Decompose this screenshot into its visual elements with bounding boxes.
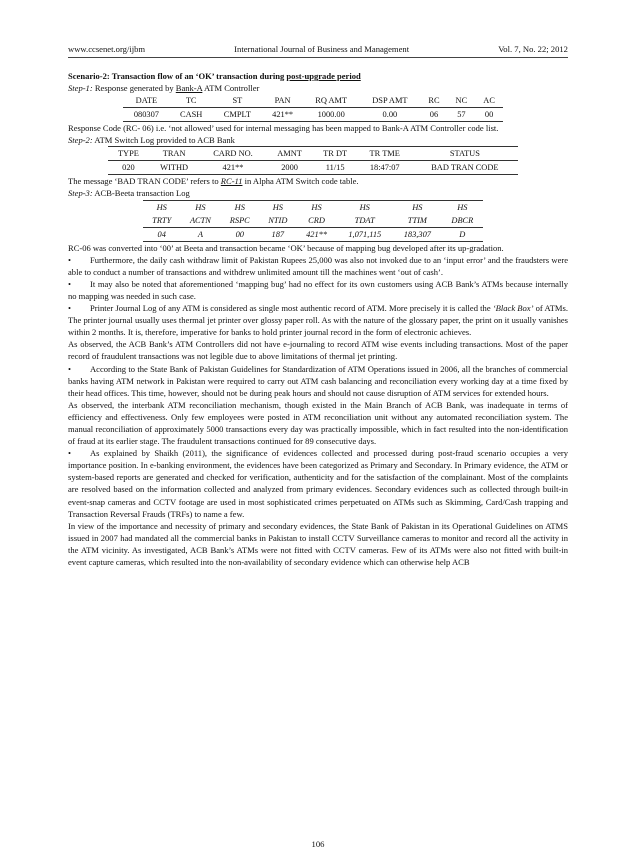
rc-06-paragraph: RC-06 was converted into ‘00’ at Beeta and transaction became ‘OK’ because of mapping bug developed after its up-gradation. [68, 242, 504, 253]
table-cell: WITHD [149, 161, 200, 175]
table-header-cell: HS [311, 202, 322, 212]
table-cell: 06 [429, 110, 439, 120]
table-row [123, 108, 503, 122]
table-header-cell: HS [195, 202, 206, 212]
table-header-cell: TR DT [313, 147, 358, 161]
table-header-cell: NC [448, 94, 476, 108]
table-header-cell: HS [412, 202, 423, 212]
bullet-text: As explained by Shaikh (2011), the significance of evidences collected and processed during post-fraud scenario occupies a very importance position. In e-banking environment, the evidences have been categorized as Primary and Secondary. In Primary evidence, the ATM or system-based reports are generated and checked for verification, authenticity and for the satisfaction of the complainant. Most of the complaints are resolved based on the information collected and analyzed from primary evidences. Secondary evidences such as collected through built-in event-snap cameras and CCTV footage are used in most sophisticated crimes perpetuated on ATMs such as Skimming, Card/Cash trapping and Transaction Reversal Frauds (TRFs) to name a few. [68, 448, 568, 519]
scenario-heading-underlined: post-upgrade period [286, 71, 361, 81]
table-header-row [123, 94, 503, 108]
scenario-heading-text: Scenario-2: Transaction flow of an ‘OK’ transaction during [68, 71, 287, 81]
table-header-cell: DATE [123, 94, 170, 108]
table-header-row [143, 214, 483, 228]
table-cell: 080307 [133, 110, 159, 120]
step1-line [68, 82, 568, 94]
bad-tran-code-line [68, 175, 568, 187]
step2-text: ATM Switch Log provided to ACB Bank [92, 135, 235, 146]
table-cell: 421** [199, 161, 266, 175]
bullet-text: It may also be noted that aforementioned ‘mapping bug’ had no effect for its own customers using ACB Bank’s ATMs because internally no mapping was needed in such case. [68, 278, 568, 301]
step1-text: Response generated by [92, 83, 176, 94]
table-header-cell: HS [359, 202, 370, 212]
scenario-heading [68, 70, 568, 82]
bullet-text: Furthermore, the daily cash withdraw limit of Pakistan Rupees 25,000 was also not invoked due to an ‘input error’ and the fraudsters were able to conduct a number of transactions and withdrew unlimited amount till the machines went ‘out of cash’. [68, 254, 568, 277]
step3-label: Step-3: [68, 188, 93, 199]
table-cell: BAD TRAN CODE [412, 161, 518, 175]
table-header-cell: TDAT [337, 214, 393, 228]
journal-name: International Journal of Business and Management [234, 44, 410, 54]
table-cell: 2000 [267, 161, 313, 175]
page-header [68, 44, 568, 58]
table-header-row [143, 200, 483, 214]
table-header-cell: DBCR [442, 214, 483, 228]
table-cell: 57 [457, 110, 466, 120]
table-header-cell: PAN [262, 94, 303, 108]
bullet-icon: • [68, 254, 71, 265]
table-cell: 421** [272, 110, 294, 120]
table-cell: 1,071,115 [337, 227, 393, 241]
table-header-cell: TC [170, 94, 213, 108]
table-cell: CASH [179, 110, 203, 120]
bullet-icon: • [68, 448, 71, 459]
table-header-cell: RSPC [220, 214, 259, 228]
table-header-cell: HS [234, 202, 245, 212]
reconciliation-paragraph: As observed, the interbank ATM reconciliation mechanism, though existed in the Main Branch of ACB Bank, was inadequate in terms of efficiency and effectiveness. Only few employees were posted in ATM reconciliation unit without any automated reconciliation system. The manual reconciliation of approximately 5000 transactions every day was practically impossible, which in fact resulted into the non-identification of fraud at its earlier stage. The fraudulent transactions continued for 89 consecutive days. [68, 399, 568, 447]
volume-info: Vol. 7, No. 22; 2012 [498, 44, 568, 54]
bullet-text: Printer Journal Log of any ATM is considered as single most authentic record of ATM. More precisely it is called the [90, 303, 493, 314]
response-code-paragraph: Response Code (RC- 06) i.e. ‘not allowed’ used for internal messaging has been mapped to Bank-A ATM Controller code list. [68, 123, 499, 134]
step3-text: ACB-Beeta transaction Log [92, 188, 190, 199]
bad-tran-text-end: in Alpha ATM Switch code table. [242, 176, 359, 187]
table-row [143, 227, 483, 241]
table-header-cell: STATUS [412, 147, 518, 161]
table-header-cell: TRTY [143, 214, 180, 228]
table-cell: 183,307 [393, 227, 442, 241]
table-cell: 1000.00 [317, 110, 345, 120]
table-cell: A [180, 227, 220, 241]
bullet-mapping-bug [68, 278, 568, 302]
table-header-cell: HS [457, 202, 468, 212]
table-header-cell: AC [475, 94, 503, 108]
table-header-cell: CARD NO. [199, 147, 266, 161]
journal-url: www.ccsenet.org/ijbm [68, 44, 146, 54]
table-header-cell: HS [272, 202, 283, 212]
table-cell: 187 [259, 227, 296, 241]
step1-text-end: ATM Controller [202, 83, 260, 94]
bullet-cash-limit [68, 254, 568, 278]
rc-11-link: RC-11 [220, 176, 243, 187]
table-row [108, 161, 518, 175]
table-header-cell: TTIM [393, 214, 442, 228]
article-body [68, 70, 568, 568]
table-cell: D [442, 227, 483, 241]
bullet-text: According to the State Bank of Pakistan Guidelines for Standardization of ATM Operations issued in 2006, all the branches of commercial banks having ATM network in Pakistan were required to carry out ATM cash balancing and reconciliation every working day at a time fixed by their head offices. This time, however, should not be during peak hours and should not cause disruption of ATM services for extended hours. [68, 363, 568, 398]
table-header-cell: DSP AMT [359, 94, 420, 108]
table-header-cell: TR TME [358, 147, 412, 161]
table-header-cell: TYPE [108, 147, 149, 161]
black-box-term: ‘Black Box’ [492, 303, 534, 314]
table-header-cell: RQ AMT [303, 94, 359, 108]
bullet-text-end: of ATMs. The printer journal usually uses thermal jet printer over glossy paper roll. As with the nature of the glossary paper, the print on it usually vanishes within 2 months. It is, therefore, imperative for banks to hold printer journal record in the form of electronic achieves. [68, 303, 568, 338]
table-cell: 00 [220, 227, 259, 241]
table-cell: CMPLT [223, 110, 251, 120]
bank-a-link: Bank-A [175, 83, 203, 94]
table-header-cell: CRD [297, 214, 337, 228]
cctv-paragraph: In view of the importance and necessity of primary and secondary evidences, the State Bank of Pakistan in its Operational Guidelines on ATMS issued in 2007 had mandated all the commercial banks in Pakistan to install CCTV Surveillance cameras to monitor and record all the activity in the ATM vicinity. As investigated, ACB Bank’s ATMs were not fitted with CCTV cameras. Few of its ATMs were also not fitted with built-in event capture cameras, which resulted into the non-availability of secondary evidence which can otherwise help ACB [68, 520, 568, 567]
table-switch-log [108, 146, 518, 175]
table-cell: 18:47:07 [358, 161, 412, 175]
table-header-cell: NTID [259, 214, 296, 228]
page [68, 0, 568, 867]
bad-tran-text: The message ‘BAD TRAN CODE’ refers to [68, 176, 221, 187]
bullet-icon: • [68, 363, 71, 374]
bullet-sbp-guidelines [68, 363, 568, 399]
step2-label: Step-2: [68, 135, 93, 146]
table-cell: 0.00 [382, 110, 398, 120]
table-header-row [108, 147, 518, 161]
table-header-cell: ST [213, 94, 263, 108]
bullet-icon: • [68, 303, 71, 314]
table-header-cell: AMNT [267, 147, 313, 161]
table-cell: 421** [297, 227, 337, 241]
step2-line [68, 134, 568, 146]
table-beeta-log [143, 200, 483, 242]
step3-line [68, 187, 568, 199]
step1-label: Step-1: [68, 83, 93, 94]
table-cell: 00 [484, 110, 494, 120]
bullet-printer-journal [68, 302, 568, 338]
bullet-evidences [68, 447, 568, 520]
table-header-cell: TRAN [149, 147, 200, 161]
table-cell: 11/15 [313, 161, 358, 175]
e-journaling-paragraph: As observed, the ACB Bank’s ATM Controllers did not have e-journaling to record ATM wise events including transactions. Most of the paper record of fraudulent transactions was not legible due to above limitations of thermal jet printing. [68, 339, 568, 362]
table-header-cell: ACTN [180, 214, 220, 228]
table-atm-controller [123, 94, 503, 122]
table-cell: 020 [108, 161, 149, 175]
page-number: 106 [311, 839, 325, 849]
table-cell: 04 [143, 227, 180, 241]
table-header-cell: HS [156, 202, 167, 212]
bullet-icon: • [68, 278, 71, 289]
table-header-cell: RC [420, 94, 447, 108]
